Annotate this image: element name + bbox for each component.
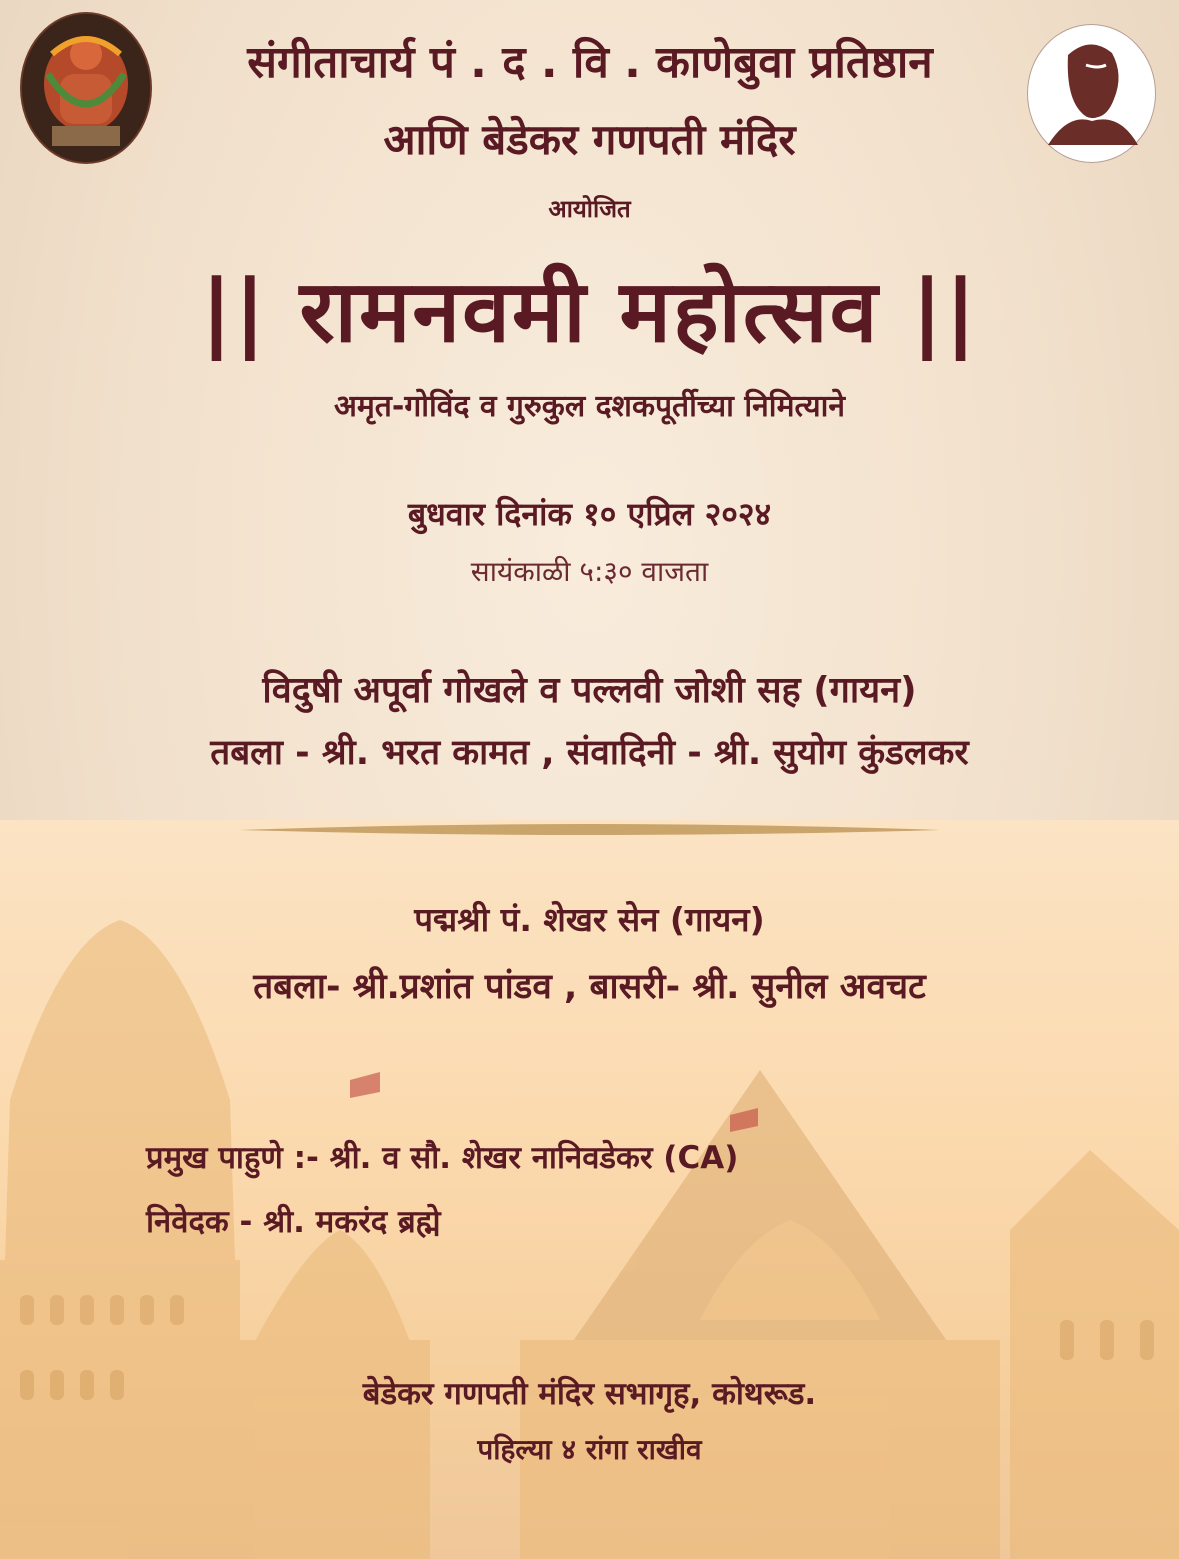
performance-1-artists: विदुषी अपूर्वा गोखले व पल्लवी जोशी सह (गायन) [262, 670, 917, 711]
performance-2-artists: पद्मश्री पं. शेखर सेन (गायन) [414, 900, 765, 939]
reserved-rows-note: पहिल्या ४ रांगा राखीव [477, 1433, 702, 1466]
chief-guest: प्रमुख पाहुणे :- श्री. व सौ. शेखर नानिवडेकर (CA) [146, 1140, 739, 1176]
event-occasion: अमृत-गोविंद व गुरुकुल दशकपूर्तीच्या निमित्याने [333, 389, 846, 424]
organization-name-line2: आणि बेडेकर गणपती मंदिर [383, 115, 796, 164]
divider-line [240, 818, 940, 842]
event-date: बुधवार दिनांक १० एप्रिल २०२४ [407, 495, 772, 533]
organization-name: संगीताचार्य पं . द . वि . काणेबुवा प्रतिष्ठान [247, 37, 933, 88]
announcer: निवेदक - श्री. मकरंद ब्रह्मे [146, 1204, 441, 1240]
venue-location: बेडेकर गणपती मंदिर सभागृह, कोथरूड. [362, 1376, 817, 1412]
performance-1-accompanists: तबला - श्री. भरत कामत , संवादिनी - श्री. सुयोग कुंडलकर [210, 733, 969, 773]
event-time: सायंकाळी ५:३० वाजता [470, 555, 709, 588]
event-title: || रामनवमी महोत्सव || [200, 262, 979, 362]
organized-by-label: आयोजित [548, 195, 631, 223]
performance-2-accompanists: तबला- श्री.प्रशांत पांडव , बासरी- श्री. सुनील अवचट [253, 967, 926, 1007]
